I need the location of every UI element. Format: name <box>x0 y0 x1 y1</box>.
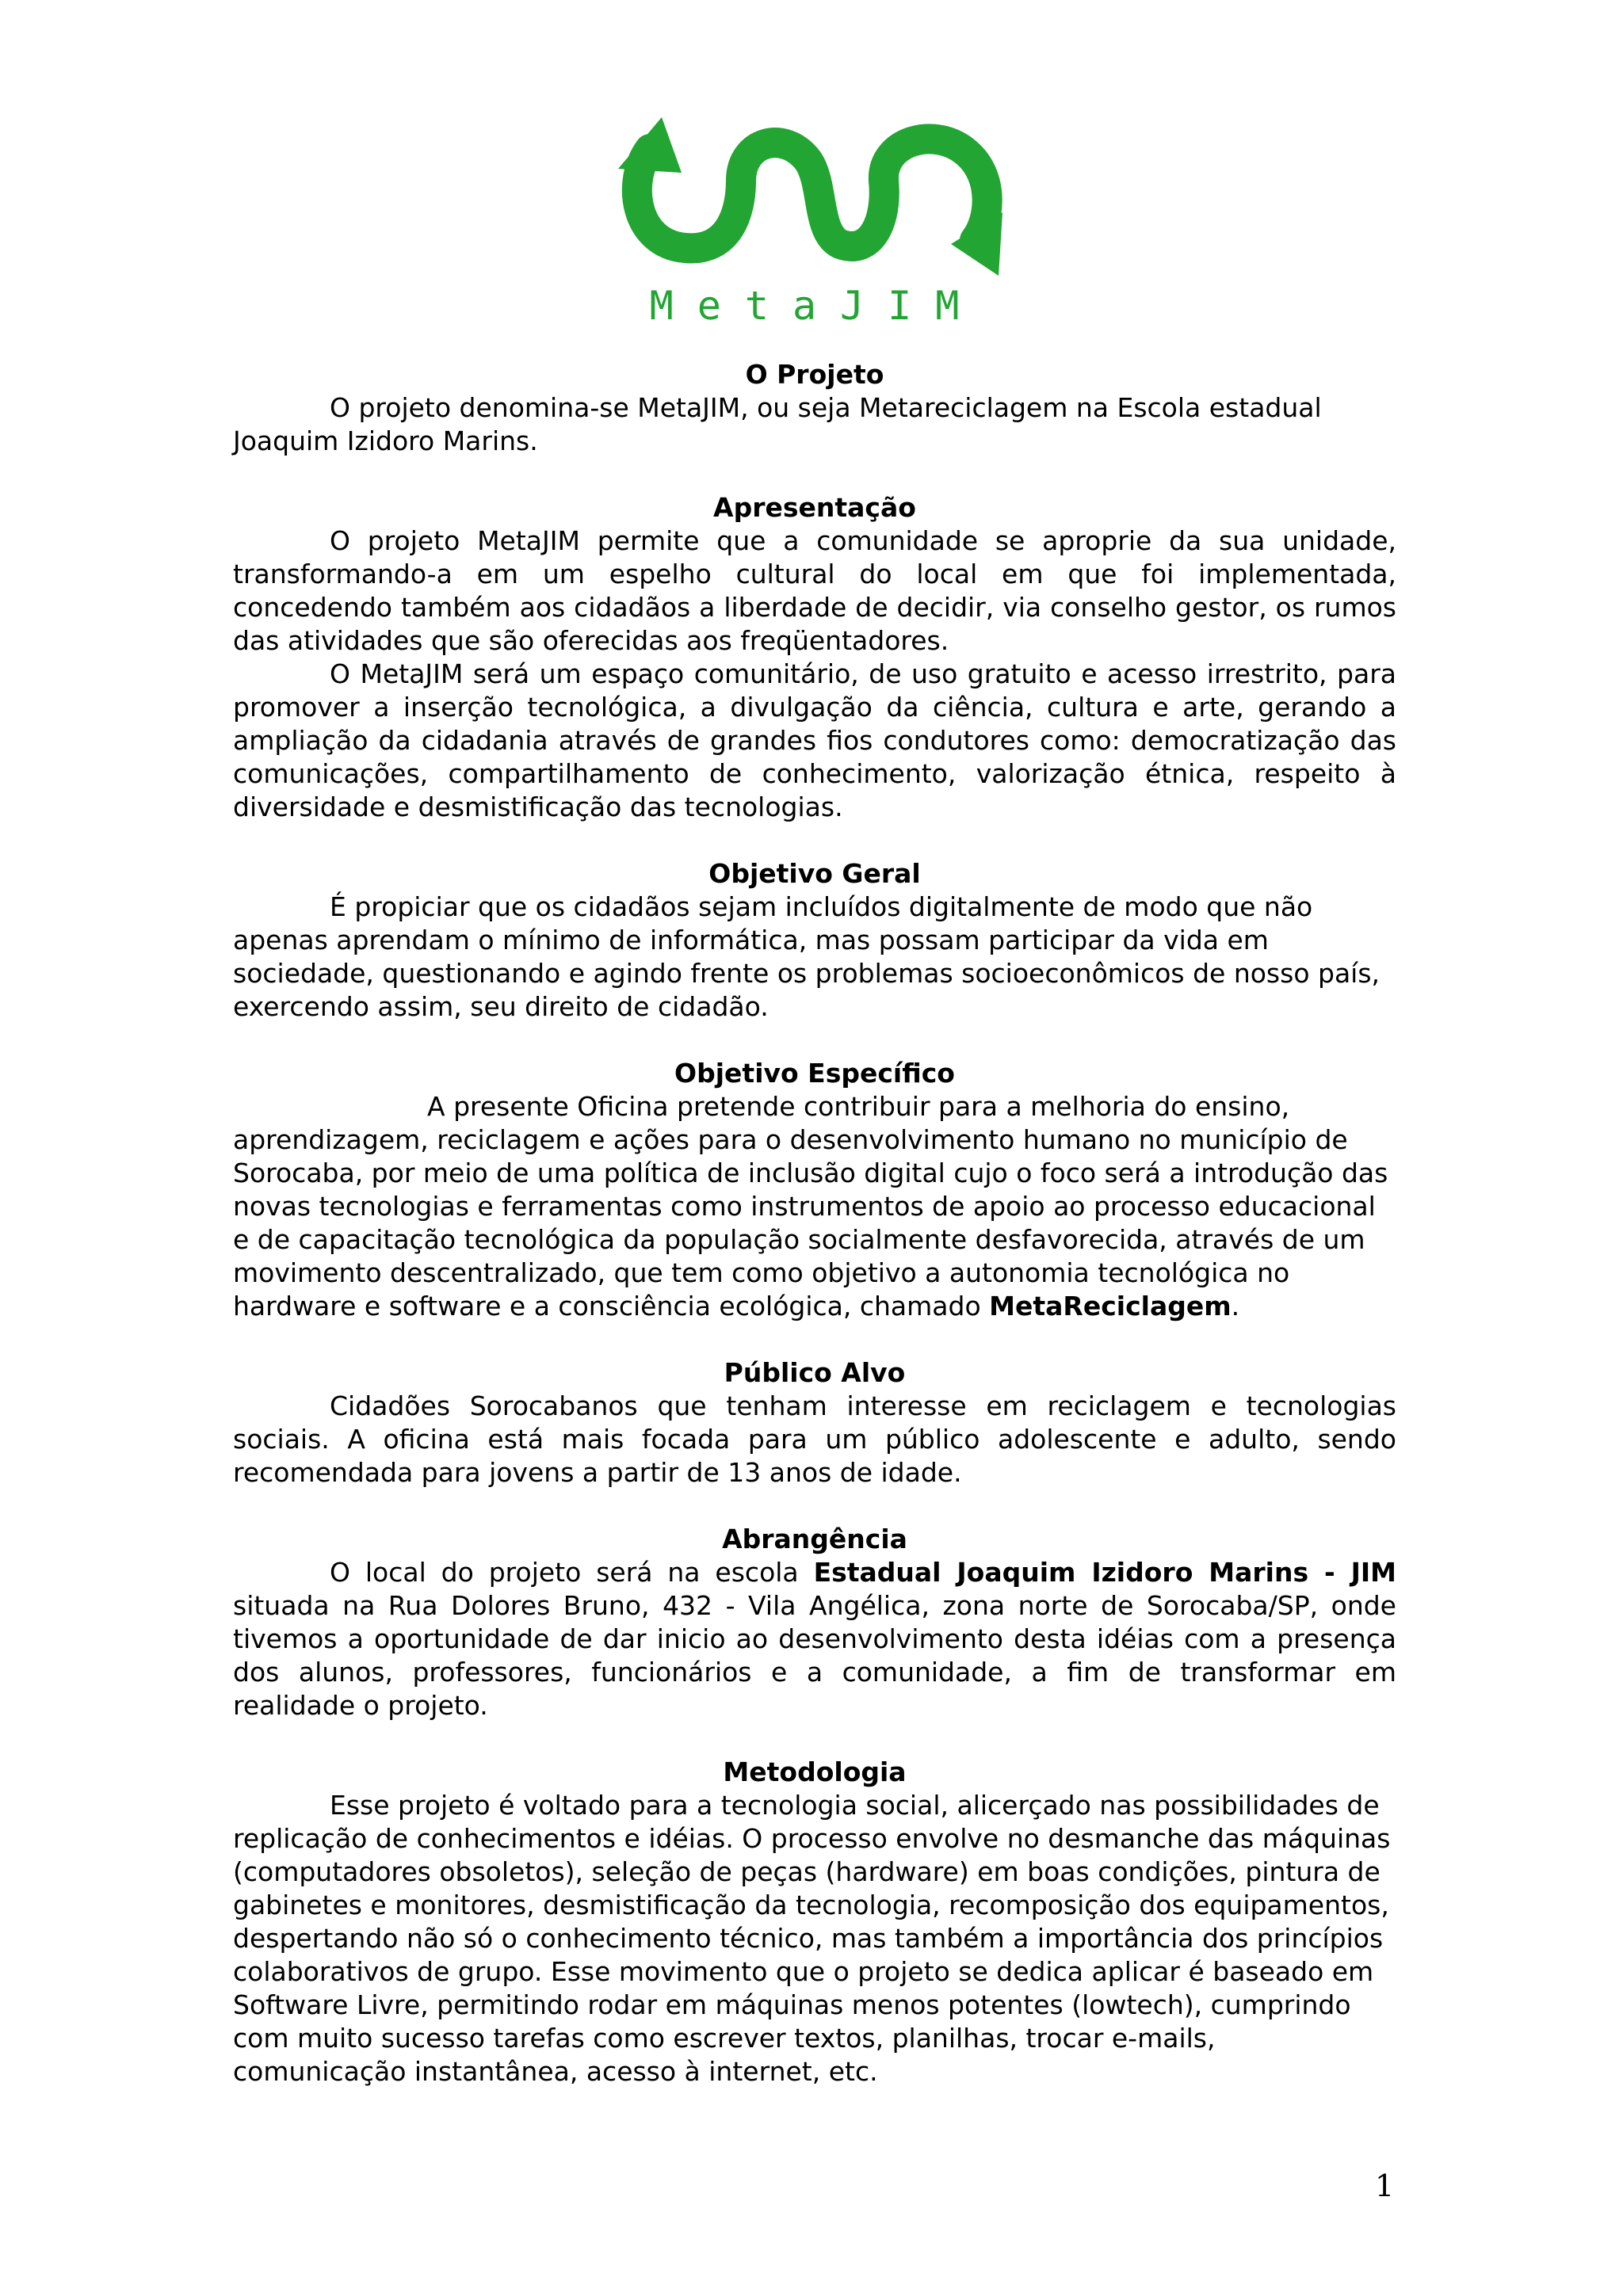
paragraph-metodologia: Esse projeto é voltado para a tecnologia social, alicerçado nas possibilidades de replicação de conhecimentos e idéias. O processo envolve no desmanche das máquinas (computadores obsoletos), seleção de peças (hardware) em boas condições, pintura de gabinetes e monitores, desmistificação da tecnologia, recomposição dos equipamentos, despertando não só o conhecimento técnico, mas também a importância dos princípios colaborativos de grupo. Esse movimento que o projeto se dedica aplicar é baseado em Software Livre, permitindo rodar em máquinas menos potentes (lowtech), cumprindo com muito sucesso tarefas como escrever textos, planilhas, trocar e-mails, comunicação instantânea, acesso à internet, etc. <box>233 1790 1391 2087</box>
paragraph-apresentacao-2: O MetaJIM será um espaço comunitário, de uso gratuito e acesso irrestrito, para promover a inserção tecnológica, a divulgação da ciência, cultura e arte, gerando a ampliação da cidadania através de grandes fios condutores como: democratização das comunicações, compartilhamento de conhecimento, valorização étnica, respeito à diversidade e desmistificação das tecnologias. <box>233 658 1396 822</box>
abrangencia-start: O local do projeto será na escola <box>330 1557 814 1588</box>
paragraph-apresentacao-1: O projeto MetaJIM permite que a comunidade se aproprie da sua unidade, transformando-a em um espelho cultural do local em que foi implementada, concedendo também aos cidadãos a liberdade de decidir, via conselho gestor, os rumos das atividades que são oferecidas aos freqüentadores. <box>233 525 1396 656</box>
paragraph-publico-alvo: Cidadões Sorocabanos que tenham interesse em reciclagem e tecnologias sociais. A oficina está mais focada para um público adolescente e adulto, sendo recomendada para jovens a partir de 13 anos de idade. <box>233 1390 1396 1488</box>
heading-objetivo-especifico: Objetivo Específico <box>674 1058 955 1089</box>
paragraph-o-projeto: O projeto denomina-se MetaJIM, ou seja Metareciclagem na Escola estadual Joaquim Izidoro Marins. <box>233 392 1322 456</box>
recycle-arrows-icon <box>637 139 987 248</box>
objetivo-especifico-text: A presente Oficina pretende contribuir para a melhoria do ensino, aprendizagem, reciclagem e ações para o desenvolvimento humano no município de Sorocaba, por meio de uma política de inclusão digital cujo o foco será a introdução das novas tecnologias e ferramentas como instrumentos de apoio ao processo educacional e de capacitação tecnológica da população socialmente desfavorecida, através de um movimento descentralizado, que tem como objetivo a autonomia tecnológica no hardware e software e a consciência ecológica, chamado <box>233 1091 1388 1322</box>
school-name-bold: Estadual Joaquim Izidoro Marins - JIM <box>813 1557 1396 1588</box>
page-number: 1 <box>1375 2168 1395 2203</box>
paragraph-objetivo-geral: É propiciar que os cidadãos sejam incluídos digitalmente de modo que não apenas aprendam o mínimo de informática, mas possam participar da vida em sociedade, questionando e agindo frente os problemas socioeconômicos de nosso país, exercendo assim, seu direito de cidadão. <box>233 891 1381 1022</box>
objetivo-especifico-end: . <box>1231 1291 1240 1322</box>
document-body <box>233 358 1396 2088</box>
heading-objetivo-geral: Objetivo Geral <box>708 858 921 889</box>
abrangencia-rest: situada na Rua Dolores Bruno, 432 - Vila Angélica, zona norte de Sorocaba/SP, onde tivemos a oportunidade de dar inicio ao desenvolvimento desta idéias com a presença dos alunos, professores, funcionários e a comunidade, a fim de transformar em realidade o projeto. <box>233 1590 1396 1721</box>
heading-o-projeto: O Projeto <box>745 359 884 390</box>
logo-text: MetaJIM <box>649 283 983 327</box>
heading-publico-alvo: Público Alvo <box>724 1357 906 1388</box>
heading-metodologia: Metodologia <box>723 1756 907 1787</box>
paragraph-abrangencia <box>233 1556 1396 1722</box>
metareciclagem-bold: MetaReciclagem <box>989 1291 1232 1322</box>
heading-abrangencia: Abrangência <box>722 1524 907 1554</box>
metajim-logo <box>602 93 1030 327</box>
paragraph-objetivo-especifico <box>233 1090 1396 1323</box>
heading-apresentacao: Apresentação <box>713 492 916 523</box>
